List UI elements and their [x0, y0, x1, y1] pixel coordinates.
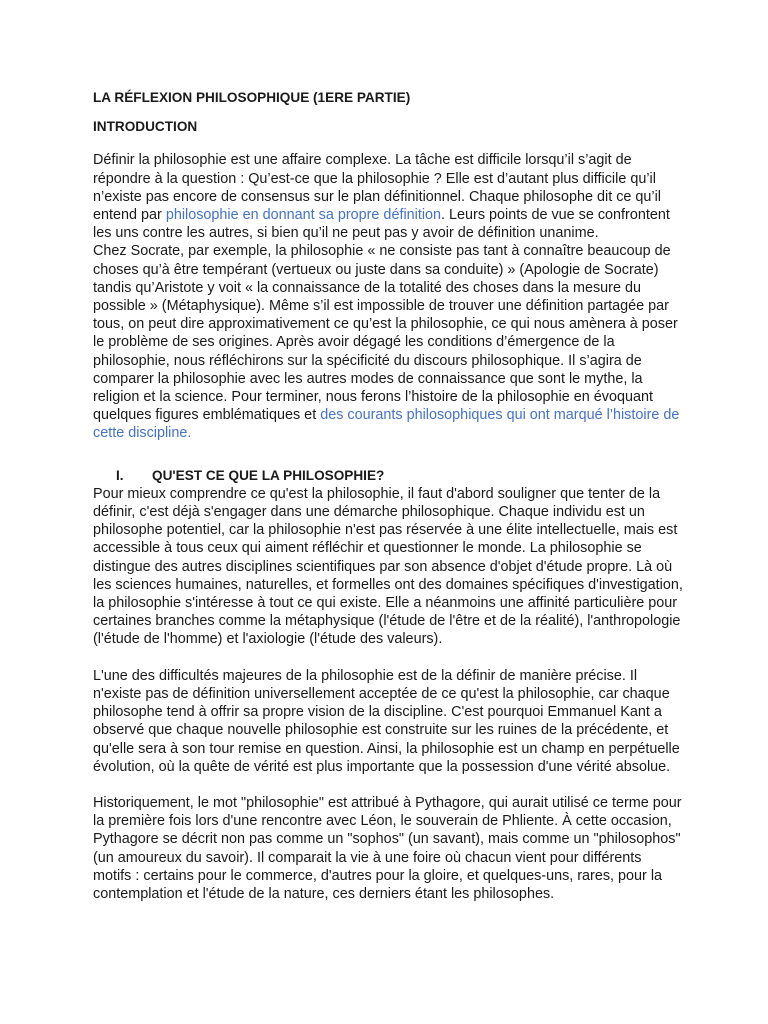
section-number: I.	[116, 467, 124, 483]
introduction-heading: INTRODUCTION	[93, 119, 198, 135]
document-title: LA RÉFLEXION PHILOSOPHIQUE (1ERE PARTIE)	[93, 90, 411, 105]
spacer	[93, 649, 683, 667]
definition-link[interactable]: philosophie en donnant sa propre définition	[165, 207, 442, 224]
spacer	[93, 443, 683, 467]
section-1-paragraph-2: L'une des difficultés majeures de la philosophie est de la définir de manière précise. Il n'existe pas de définition universellement acceptée de ce qu'est la philosophie, car chaque philosophe tend à offrir sa propre vision de la discipline. C'est pourquoi Emmanuel Kant a observé que chaque nouvelle philosophie est construite sur les ruines de la précédente, et qu'elle sera à son tour remise en question. Ainsi, la philosophie est un champ en perpétuelle évolution, où la quête de vérité est plus importante que la possession d'une vérité absolue.	[93, 667, 680, 775]
section-1-paragraph-1: Pour mieux comprendre ce qu'est la philosophie, il faut d'abord souligner que tenter de la définir, c'est déjà s'engager dans une démarche philosophique. Chaque individu est un philosophe potentiel, car la philosophie n'est pas réservée à une élite intellectuelle, mais est accessible à tous ceux qui aiment réfléchir et questionner le monde. La philosophie se distingue des autres disciplines scientifiques par son absence d'objet d'étude propre. Là où les sciences humaines, naturelles, et formelles ont des domaines spécifiques d'investigation, la philosophie s'intéresse à tout ce qui existe. Elle a néanmoins une affinité particulière pour certaines branches comme la métaphysique (l'étude de l'être et de la réalité), l'anthropologie (l'étude de l'homme) et l'axiologie (l'étude des valeurs).	[93, 485, 683, 648]
spacer	[93, 776, 683, 794]
section-title: QU'EST CE QUE LA PHILOSOPHIE?	[152, 467, 385, 483]
section-1-heading	[93, 467, 683, 485]
section-1-paragraph-3: Historiquement, le mot "philosophie" est attribué à Pythagore, qui aurait utilisé ce terme pour la première fois lors d'une rencontre avec Léon, le souverain de Phliente. À cette occasion, Pythagore se décrit non pas comme un "sophos" (un savant), mais comme un "philosophos" (un amoureux du savoir). Il comparait la vie à une foire où chacun vient pour différents motifs : certains pour le commerce, d'autres pour la gloire, et quelques-uns, rares, pour la contemplation et l'étude de la nature, ces derniers étant les philosophes.	[93, 794, 682, 902]
intro-paragraph-1	[93, 151, 683, 242]
intro-text: Chez Socrate, par exemple, la philosophie « ne consiste pas tant à connaître beaucoup de choses qu’à être tempérant (vertueux ou juste dans sa conduite) » (Apologie de Socrate) tandis qu’Aristote y voit « la connaissance de la totalité des choses dans la mesure du possible » (Métaphysique). Même s’il est impossible de trouver une définition partagée par tous, on peut dire approximativement ce qu’est la philosophie, ce qui nous amènera à poser le problème de ses origines. Après avoir dégagé les conditions d’émergence de la philosophie, nous réfléchirons sur la spécificité du discours philosophique. Il s’agira de comparer la philosophie avec les autres modes de connaissance que sont le mythe, la religion et la science. Pour terminer, nous ferons l’histoire de la philosophie en évoquant quelques figures emblématiques et	[93, 243, 678, 424]
intro-text: Définir la philosophie est une affaire complexe. La tâche est difficile lorsqu’il s’agit de répondre à la question : Qu’est-ce que la philosophie ? Elle est d’autant plus difficile qu’il n’existe pas encore de consensus sur le plan définitionnel. Chaque philosophe dit ce qu’il entend par	[93, 152, 662, 224]
intro-paragraph-2	[93, 242, 683, 442]
philosophical-currents-link[interactable]: des courants philosophiques qui ont marqué l’histoire de cette discipline.	[93, 407, 680, 442]
document-page	[93, 89, 683, 903]
intro-text: . Leurs points de vue se confrontent les uns contre les autres, si bien qu’il ne peut pas y avoir de définition unanime.	[93, 207, 670, 242]
